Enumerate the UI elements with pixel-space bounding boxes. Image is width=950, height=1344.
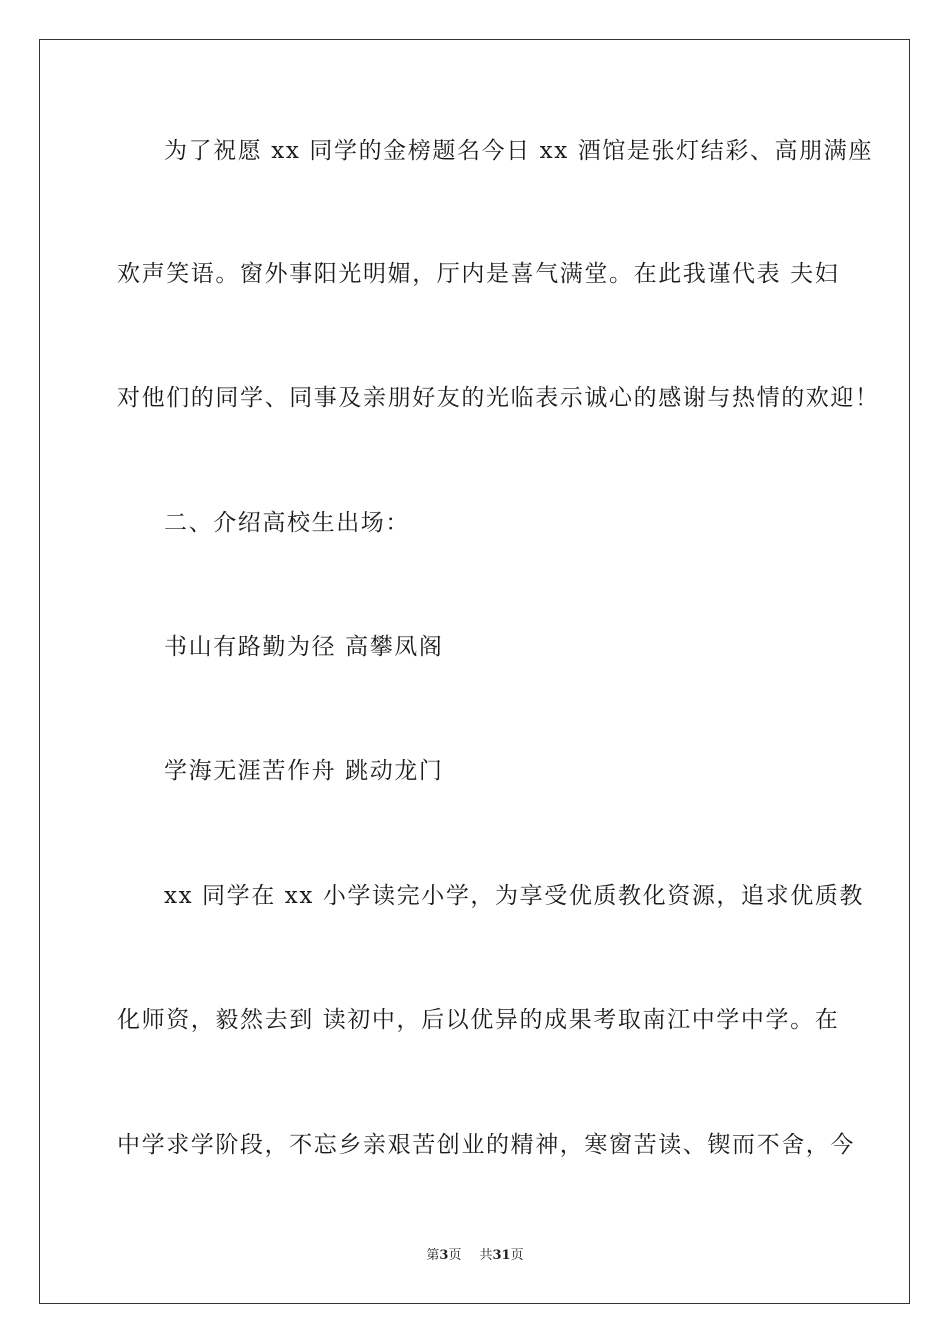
- section-heading: 二、介绍高校生出场：: [164, 510, 410, 536]
- paragraph-line-2: 欢声笑语。窗外事阳光明媚，厅内是喜气满堂。在此我谨代表 夫妇: [117, 261, 840, 287]
- footer-total-suffix: 页: [510, 1248, 524, 1263]
- footer-total-prefix: 共: [479, 1248, 493, 1263]
- paragraph-line-1: 为了祝愿 xx 同学的金榜题名今日 xx 酒馆是张灯结彩、高朋满座: [164, 138, 873, 164]
- footer-total-pages: 31: [492, 1248, 511, 1263]
- page-footer: [0, 1247, 950, 1265]
- paragraph-line-6: 中学求学阶段，不忘乡亲艰苦创业的精神，寒窗苦读、锲而不舍，今: [117, 1132, 855, 1158]
- couplet-line-1: 书山有路勤为径 高攀凤阁: [164, 634, 444, 660]
- footer-page-suffix: 页: [448, 1248, 462, 1263]
- paragraph-line-4: xx 同学在 xx 小学读完小学，为享受优质教化资源，追求优质教: [164, 883, 865, 909]
- couplet-line-2: 学海无涯苦作舟 跳动龙门: [164, 758, 444, 784]
- footer-page-number: 3: [439, 1248, 449, 1263]
- paragraph-line-3: 对他们的同学、同事及亲朋好友的光临表示诚心的感谢与热情的欢迎！: [117, 385, 880, 411]
- paragraph-line-5: 化师资，毅然去到 读初中，后以优异的成果考取南江中学中学。在: [117, 1007, 840, 1033]
- footer-page-prefix: 第: [426, 1248, 440, 1263]
- page-border: [39, 39, 910, 1304]
